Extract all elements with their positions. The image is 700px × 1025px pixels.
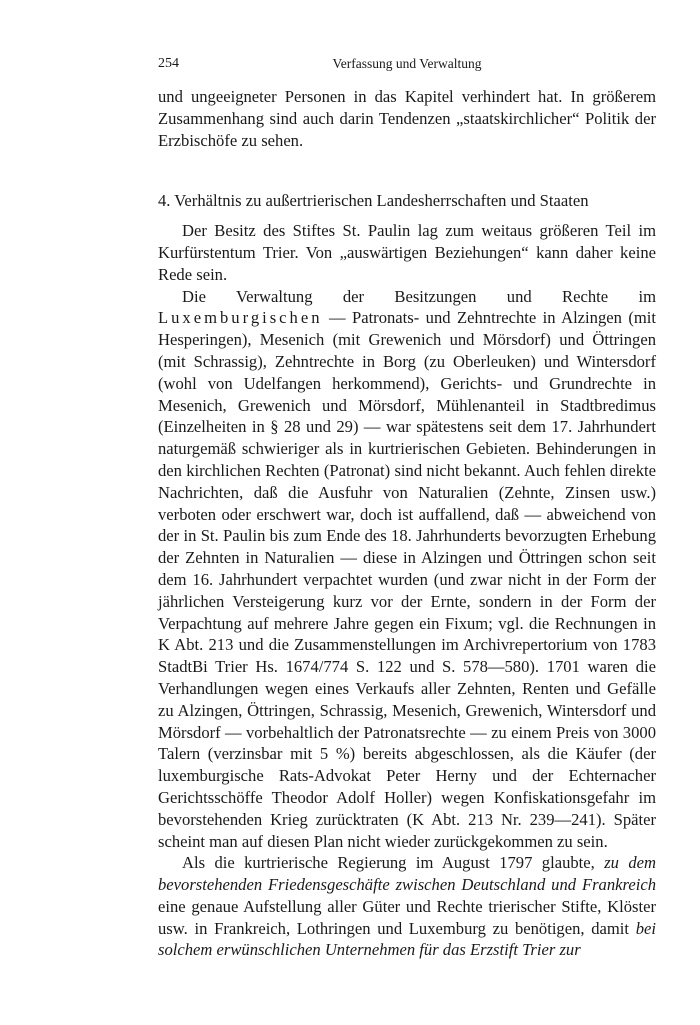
paragraph-body-text: eine genaue Aufstellung aller Güter und Rechte trierischer Stifte, Klöster usw. in Frankreich, Lothringen und Luxemburg zu benötigen, damit (158, 896, 656, 938)
paragraph-lead-text: Die Verwaltung der Besitzungen und Rechte im (182, 286, 656, 306)
running-title: Verfassung und Verwaltung (332, 56, 482, 71)
intro-paragraph: und ungeeigneter Personen in das Kapitel verhindert hat. In größerem Zusammenhang sind auch darin Tendenzen „staatskirchlicher“ Politik der Erzbischöfe zu sehen. (158, 87, 656, 150)
paragraph-luxembourg-administration (158, 286, 656, 853)
paragraph-ownership: Der Besitz des Stiftes St. Paulin lag zum weitaus größeren Teil im Kurfürstentum Trier. Von „auswärtigen Beziehungen“ kann daher keine Rede sein. (158, 221, 656, 284)
italic-quotation: zu dem bevorstehenden Friedensgeschäfte zwischen Deutschland und Frankreich (158, 853, 656, 895)
document-page (158, 56, 656, 961)
italic-quotation: bei solchem erwünschlichen Unternehmen für das Erzstift Trier zur (158, 918, 656, 960)
paragraph-body-text: — Patronats- und Zehntrechte in Alzingen (mit Hesperingen), Mesenich (mit Grewenich und Mörsdorf) und Öttringen (mit Schrassig), Zehntrechte in Borg (zu Oberleuken) und Wintersdorf (wohl von Udelfangen herkommend), Gerichts- und Grundrechte in Mesenich, Grewenich und Mörsdorf, Mühlenanteil in Stadtbredimus (Einzelheiten in § 28 und 29) — war spätestens seit dem 17. Jahrhundert naturgemäß schwieriger als in kurtrierischen Gebieten. Behinderungen in den kirchlichen Rechten (Patronat) sind nicht bekannt. Auch fehlen direkte Nachrichten, daß die Ausfuhr von Naturalien (Zehnte, Zinsen usw.) verboten oder erschwert war, doch ist auffallend, daß — abweichend von der in St. Paulin bis zum Ende des 18. Jahrhunderts bevorzugten Erhebung der Zehnten in Naturalien — diese in Alzingen und Öttringen schon seit dem 16. Jahrhundert verpachtet wurden (und zwar nicht in der Form der jährlichen Versteigerung kurz vor der Ernte, sondern in der Form der Verpachtung auf mehrere Jahre gegen ein Fixum; vgl. die Rechnungen in K Abt. 213 und die Zusammenstellungen im Archivrepertorium von 1783 StadtBi Trier Hs. 1674/774 S. 122 und S. 578—580). 1701 waren die Verhandlungen wegen eines Verkaufs aller Zehnten, Renten und Gefälle zu Alzingen, Öttringen, Schrassig, Mesenich, Grewenich, Wintersdorf und Mörsdorf — vorbehaltlich der Patronatsrechte — zu einem Preis von 3000 Talern (verzinsbar mit 5 %) bereits abgeschlossen, als die Käufer (der luxemburgische Rats-Advokat Peter Herny und der Echternacher Gerichtsschöffe Theodor Adolf Holler) wegen Konfiskationsgefahr im bevorstehenden Krieg zurücktraten (K Abt. 213 Nr. 239—241). Später scheint man auf diesen Plan nicht wieder zurückgekommen zu sein. (158, 308, 656, 851)
page-number: 254 (158, 56, 179, 71)
page-header (158, 56, 656, 80)
section-heading: 4. Verhältnis zu außertrierischen Landesherrschaften und Staaten (158, 191, 589, 211)
emphasized-term: Luxemburgischen (158, 308, 323, 328)
paragraph-electoral-government (158, 852, 656, 961)
paragraph-lead-text: Als die kurtrierische Regierung im August 1797 glaubte, (182, 853, 595, 873)
